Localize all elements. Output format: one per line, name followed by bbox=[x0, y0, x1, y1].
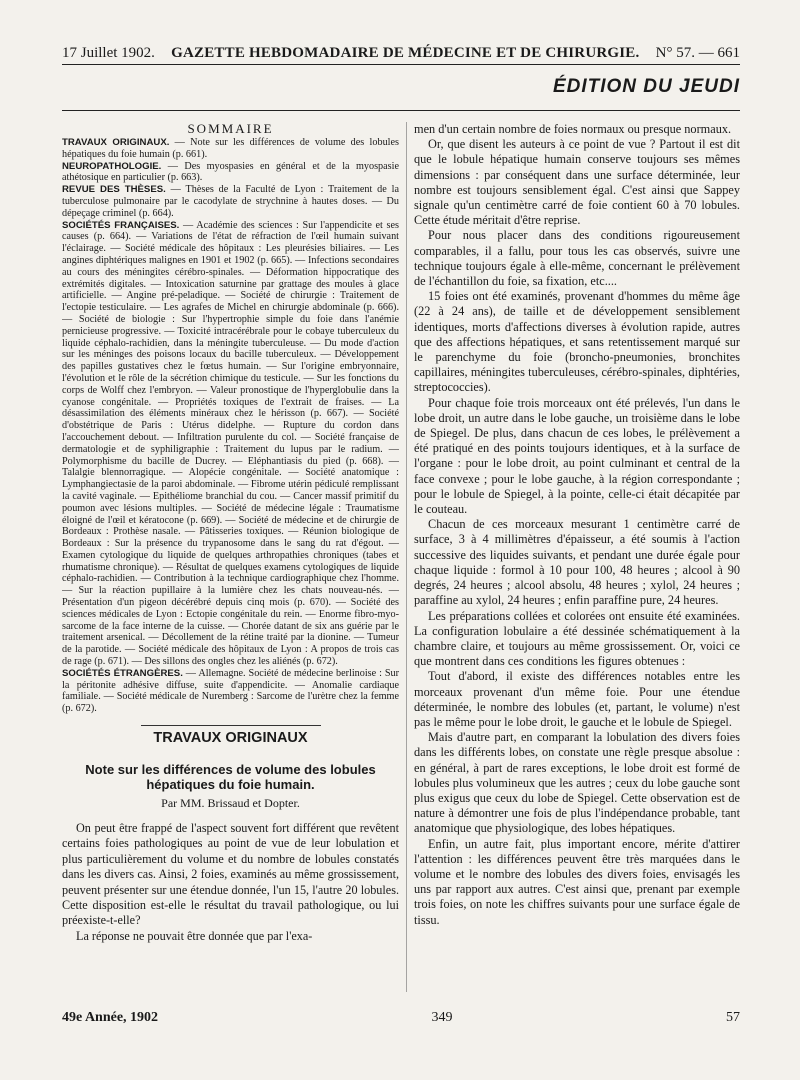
sommaire-entry bbox=[62, 161, 399, 185]
sommaire-entry bbox=[62, 220, 399, 668]
page-folio: 349 bbox=[431, 1010, 453, 1025]
left-column bbox=[62, 122, 399, 1008]
sommaire-text: — Thèses de la Faculté de Lyon : Traitement de la tuberculose pulmonaire par le cacodylate de strychnine à hautes doses. — Du dépeçage criminel (p. 664). bbox=[62, 184, 399, 219]
table-of-contents bbox=[62, 122, 399, 715]
article-paragraph: Les préparations collées et colorées ont ensuite été examinées. La configuration lobulaire a été dessinée schématiquement à la chambre claire, et toujours au même grossissement. Or, voici ce que montrent dans ces conditions les figures obtenues : bbox=[414, 608, 740, 669]
article-paragraph: Chacun de ces morceaux mesurant 1 centimètre carré de surface, 3 à 4 millimètres d'épaisseur, a été soumis à l'action successive des liquides suivants, et pendant une durée égale pour chaque liquide : formol à 10 pour 100, 48 heures ; alcool à 90 degrés, 24 heures ; alcool absolu, 48 heures ; xylol, 24 heures ; paraffine au xylol, 24 heures ; enfin paraffine pure, 24 heures. bbox=[414, 517, 740, 608]
article-body-left bbox=[62, 821, 399, 944]
article-paragraph: Pour chaque foie trois morceaux ont été prélevés, l'un dans le lobe droit, un autre dans le lobe gauche, un troisième dans le lobe de Spiegel. De plus, dans chacun de ces lobes, le prélèvement a été pratiqué en des points toujours identiques, et à la surface de l'organe : pour le lobe droit, au point culminant et central de la face convexe ; pour le lobe gauche, à la région correspondante ; pour le lobule de Spiegel, à la pointe, celle-ci était décapitée par le couteau. bbox=[414, 395, 740, 517]
article-paragraph: 15 foies ont été examinés, provenant d'hommes du même âge (22 à 24 ans), de taille et de développement sensiblement identiques, morts d'affections diverses à évolution rapide, autres que des affections hépatiques, et sans retentissement marqué sur le parenchyme du foie (broncho-pneumonies, bronchites capillaires, méningites tuberculeuses, cérébro-spinales, diphtéries, streptococcies). bbox=[414, 289, 740, 395]
article-paragraph: La réponse ne pouvait être donnée que par l'exa- bbox=[76, 928, 313, 943]
article-paragraph: Pour nous placer dans des conditions rigoureusement comparables, il a fallu, pour tous les cas observés, suivre une technique toujours égale à elle-même, concernant le prélèvement de l'échantillon du foie, sa fixation, etc.... bbox=[414, 228, 740, 289]
sommaire-category: SOCIÉTÉS ÉTRANGÈRES. bbox=[62, 667, 183, 679]
sommaire-title: SOMMAIRE bbox=[187, 122, 274, 136]
header-divider bbox=[62, 110, 740, 111]
article-paragraph: Tout d'abord, il existe des différences notables entre les morceaux provenant d'un même foie. Pour une étendue déterminée, le nombre des lobules (et, partant, le volume) n'est pas le même pour le lobe droit, le gauche et le lobule de Spiegel. bbox=[414, 669, 740, 729]
sommaire-category: SOCIÉTÉS FRANÇAISES. bbox=[62, 219, 180, 231]
edition-label: ÉDITION DU JEUDI bbox=[552, 76, 740, 97]
sommaire-category: NEUROPATHOLOGIE. bbox=[62, 160, 162, 172]
article-title: Note sur les différences de volume des lobules hépatiques du foie humain. bbox=[85, 762, 376, 793]
sommaire-entry bbox=[62, 137, 399, 161]
issue-folio: 57 bbox=[726, 1010, 740, 1025]
sommaire-entry bbox=[62, 668, 399, 715]
article-paragraph: men d'un certain nombre de foies normaux ou presque normaux. bbox=[414, 122, 732, 136]
sommaire-text: — Note sur les différences de volume des lobules hépatiques du foie humain (p. 661). bbox=[62, 137, 399, 160]
sommaire-entry bbox=[62, 184, 399, 219]
volume-year: 49e Année, 1902 bbox=[62, 1010, 159, 1025]
article-paragraph: On peut être frappé de l'aspect souvent fort différent que revêtent certains foies pathologiques au point de vue de leur lobulation et plus particulièrement du volume et du nombre de lobules constatés dans les divers cas. Ainsi, 2 foies, examinés au même grossissement, peuvent présenter sur une étendue donnée, l'un 15, l'autre 20 lobules. Cette disposition est-elle le résultat du travail pathologique, ou lui préexiste-t-elle? bbox=[62, 821, 399, 928]
sommaire-category: TRAVAUX ORIGINAUX. bbox=[62, 137, 170, 148]
column-divider bbox=[406, 122, 407, 992]
sommaire-category: REVUE DES THÈSES. bbox=[62, 184, 166, 196]
sommaire-text: — Des myospasies en général et de la myospasie athétosique en particulier (p. 663). bbox=[62, 160, 399, 184]
header-date: 17 Juillet 1902. bbox=[62, 45, 155, 61]
sommaire-text: — Allemagne. Société de médecine berlinoise : Sur la péritonite adhésive diffuse, suite d'appendicite. — Anomalie cardiaque familiale. — Société médicale de Nuremberg : Sarcome de l'urètre chez la femme (p. 672). bbox=[62, 667, 399, 715]
journal-title: GAZETTE HEBDOMADAIRE DE MÉDECINE ET DE CHIRURGIE. bbox=[171, 45, 640, 61]
issue-number: N° 57. — 661 bbox=[655, 45, 740, 61]
page-footer bbox=[62, 1010, 740, 1030]
right-column bbox=[414, 122, 740, 1008]
article-authors: Par MM. Brissaud et Dopter. bbox=[161, 796, 300, 811]
article-paragraph: Enfin, un autre fait, plus important encore, mérite d'attirer l'attention : les différences peuvent être très marquées dans le volume et le nombre des lobules des divers foies, envisagés les uns par rapport aux autres. C'est ainsi que, prenant par exemple trois foies, on note les chiffres suivants pour une surface égale de tissu. bbox=[414, 836, 740, 927]
sommaire-entries bbox=[62, 137, 399, 715]
article-paragraph: Or, que disent les auteurs à ce point de vue ? Partout il est dit que le lobule hépatique humain conserve toujours ses mêmes dimensions : par conséquent dans une surface déterminée, leur nombre est toujours sensiblement égal. C'est ainsi que Sappey signale qu'un centimètre carré de foie contient 60 à 70 lobules. Cette étude méritait d'être reprise. bbox=[414, 137, 740, 228]
section-title: TRAVAUX ORIGINAUX bbox=[141, 725, 321, 746]
running-header bbox=[62, 40, 740, 65]
sommaire-text: — Académie des sciences : Sur l'appendicite et ses causes (p. 664). — Variations de l'état de réfraction de l'œil humain suivant l'éclairage. — Société médicale des hôpitaux : Les pleurésies biliaires. — Les angines diphtériques malignes en 1901 et 1902 (p. 665). — Infections secondaires au cours des méningites cérébro-spinales. — Déformation hippocratique des extrémités digitales. — Intoxication saturnine par grattage des moules à glace artificielle. — Angine pré-peladique. — Société de chirurgie : Traitement de l'ectopie testiculaire. — Les agrafes de Michel en chirurgie abdominale (p. 666). — Société de biologie : Sur l'hypertrophie simple du foie dans l'anémie pernicieuse progressive. — Toxicité intracérébrale pour le cobaye tuberculeux du liquide céphalo-rachidien, dans la méningite tuberculeuse. — Du mode d'action sur les méninges des poisons locaux du bacille tuberculeux. — Développement des papilles gustatives chez le fœtus humain. — Sur l'origine embryonnaire, l'évolution et le rôle de la sécrétion chimique du testicule. — Sur les fonctions du corps de Wolff chez l'embryon. — Valeur pronostique de l'hyperglobulie dans la cyanose congénitale. — Propriétés toxiques de l'extrait de fraises. — La désassimilation des éléments minéraux chez le hérisson (p. 667). — Société d'obstétrique de Paris : Utérus didelphe. — Rupture du cordon dans l'accouchement debout. — Infiltration purulente du col. — Société française de dermatologie et de syphiligraphie : Traitement du lupus par le radium. — Polymorphisme du bacille de Ducrey. — Eléphantiasis du pied (p. 668). — Talalgie blennorragique. — Alopécie congénitale. — Société anatomique : Lymphangiectasie de la paroi abdominale. — Fibrome utérin pédiculé remplissant la cavité vaginale. — Epithéliome branchial du cou. — Cancer massif primitif du poumon avec lésions multiples. — Société de médecine légale : Traumatisme éloigné de l'œil et kératocone (p. 669). — Société de médecine et de chirurgie de Bordeaux : Prothèse nasale. — Pâtisseries toxiques. — Réunion biologique de Bordeaux : Sur la présence du trypanosome dans le sang du rat d'égout. — Examen cytologique du liquide de quelques arthropathies chroniques (tabes et rhumatisme chronique). — Résultat de quelques examens cytologiques de liquide céphalo-rachidien. — Contribution à la technique cardiographique chez l'homme. — Sur la réaction pupillaire à la lumière chez les chats nouveau-nés. — Présentation d'un pigeon décérébré depuis cinq mois (p. 670). — Société des sciences médicales de Lyon : Ectopie congénitale du rein. — Enorme fibro-myo-sarcome de la face interne de la cuisse. — Chorée datant de six ans guérie par le traitement arsenical. — Décollement de la rétine traité par la dionine. — Tumeur de la parotide. — Société médicale des hôpitaux de Lyon : A propos de trois cas de rage (p. 671). — Des sillons des ongles chez les aliénés (p. 672). bbox=[62, 219, 399, 668]
article-paragraph: Mais d'autre part, en comparant la lobulation des divers foies dans les différents lobes, on constate une règle presque absolue : en général, à part de rares exceptions, le lobe droit est formé de lobules plus volumineux que les autres ; ceux du lobe gauche sont plus exigus que ceux du lobe de Spiegel. Cette observation est de nature à démontrer une fois de plus l'indépendance probable, tant anatomique que physiologique, des lobes hépatiques. bbox=[414, 730, 740, 836]
